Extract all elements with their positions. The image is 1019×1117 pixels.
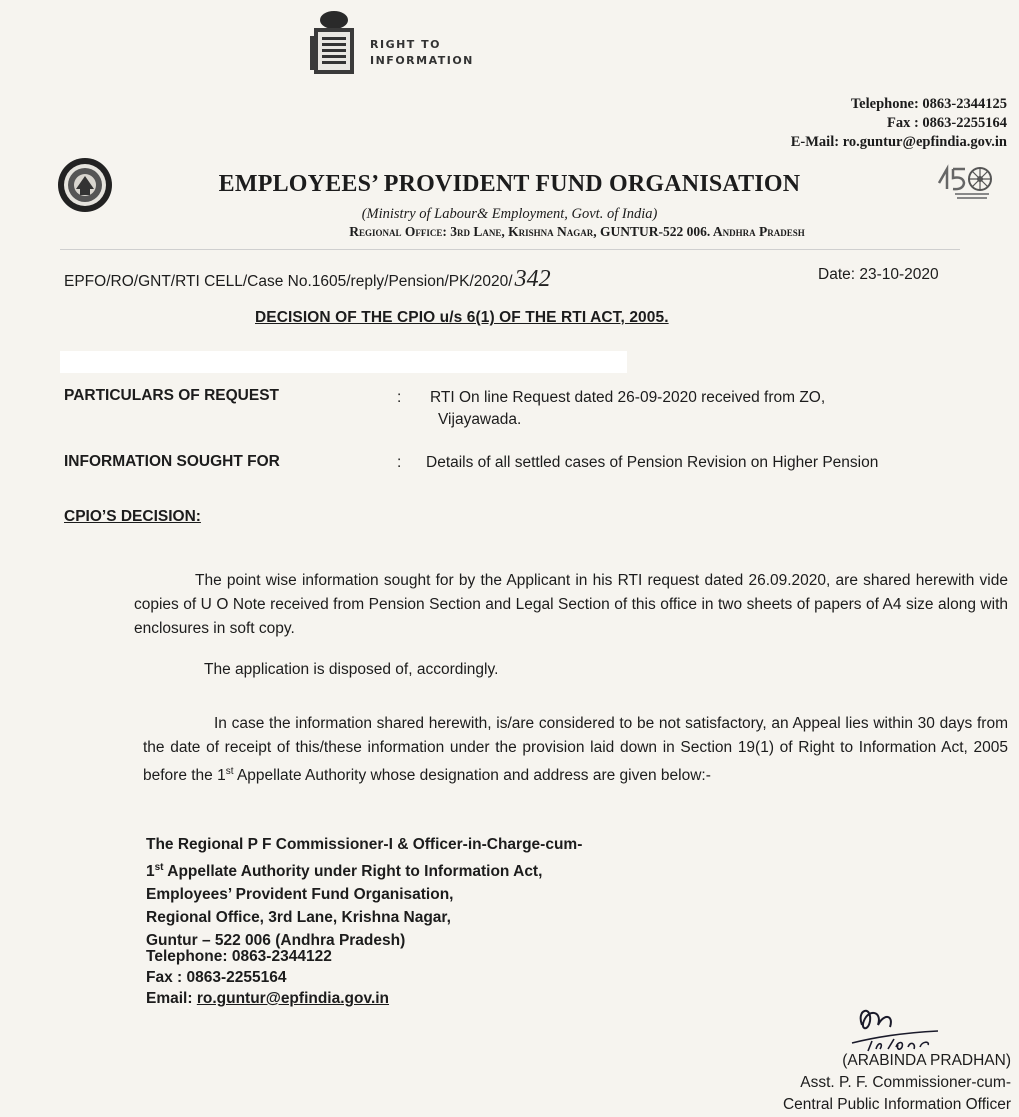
handwritten-reference-number: 342 [514,266,551,292]
information-sought-value: Details of all settled cases of Pension Revision on Higher Pension [426,454,879,471]
appellate-email-label: Email: [146,990,197,1007]
signatory-name: (ARABINDA PRADHAN) [842,1052,1011,1069]
information-sought-label: INFORMATION SOUGHT FOR [64,453,280,470]
appellate-telephone: Telephone: 0863-2344122 [146,948,332,965]
address-line-2-rest: Appellate Authority under Right to Information Act, [163,863,543,881]
appellate-fax: Fax : 0863-2255164 [146,969,287,986]
particulars-value-line1: RTI On line Request dated 26-09-2020 received from ZO, [430,389,826,406]
cpio-decision-heading: CPIO’S DECISION: [64,508,201,525]
appeal-paragraph-text-a: In case the information shared herewith, is/are considered to be not satisfactory, an Appeal lies within 30 days from the date of receipt of this/these information under the provision laid down in Section 19(1) of Right to Information Act, 2005 before the 1 [143,715,1008,785]
appeal-paragraph [143,712,1008,788]
appellate-email-line [146,988,389,1009]
appeal-paragraph-sup: st [225,766,234,777]
appellate-contact [146,946,389,1009]
redaction-block [60,351,627,373]
signatory-designation-2: Central Public Information Officer [782,1096,1011,1113]
document-date: Date: 23-10-2020 [818,266,939,283]
address-line-1: The Regional P F Commissioner-I & Officer-in-Charge-cum- [146,836,583,853]
appeal-paragraph-text-b: Appellate Authority whose designation and address are given below:- [233,767,711,785]
decision-paragraph-1-text: The point wise information sought for by the Applicant in his RTI request dated 26.09.2020, are shared herewith vide copies of U O Note received from Pension Section and Legal Section of this office in two sheets of papers of A4 size along with enclosures in soft copy. [134,572,1008,637]
signatory-block [783,1050,1011,1116]
appellate-email-link[interactable]: ro.guntur@epfindia.gov.in [196,990,390,1007]
address-line-3: Employees’ Provident Fund Organisation, [146,886,454,904]
address-line-2-sup: st [154,862,164,873]
decision-title: DECISION OF THE CPIO u/s 6(1) OF THE RTI ACT, 2005. [255,309,669,326]
particulars-colon: : [397,389,402,406]
address-line-4: Regional Office, 3rd Lane, Krishna Nagar, [146,909,451,927]
appellate-authority-address [146,833,582,952]
regional-office-line: Regional Office: 3rd Lane, Krishna Nagar, GUNTUR-522 006. Andhra Pradesh [349,224,805,239]
handwritten-signature [838,1003,968,1055]
address-line-2 [146,856,582,883]
reference-number [64,266,551,293]
address-line-5: Guntur – 522 006 (Andhra Pradesh) [146,932,406,950]
organisation-name: EMPLOYEES’ PROVIDENT FUND ORGANISATION [218,171,801,197]
particulars-label: PARTICULARS OF REQUEST [64,387,279,404]
contact-fax: Fax : 0863-2255164 [886,115,1007,131]
address-line-2-num: 1 [146,863,155,881]
contact-telephone: Telephone: 0863-2344125 [850,96,1007,112]
signature-scribble-icon [838,1003,968,1055]
header-divider [60,249,960,250]
reference-number-text: EPFO/RO/GNT/RTI CELL/Case No.1605/reply/Pension/PK/2020/ [64,273,513,290]
ministry-line: (Ministry of Labour& Employment, Govt. of India) [361,206,658,222]
contact-block [791,95,1007,152]
rti-logo-text [370,37,474,69]
rti-logo-line2: INFORMATION [370,54,474,67]
rti-logo-line1: RIGHT TO [370,38,441,51]
information-sought-colon: : [397,454,402,471]
decision-paragraph-2: The application is disposed of, accordingly. [204,661,499,678]
decision-paragraph-1 [134,569,1008,641]
signatory-designation-1: Asst. P. F. Commissioner-cum- [800,1074,1011,1091]
contact-email: E-Mail: ro.guntur@epfindia.gov.in [790,134,1007,150]
particulars-value-line2: Vijayawada. [438,411,522,428]
particulars-value [430,387,990,431]
